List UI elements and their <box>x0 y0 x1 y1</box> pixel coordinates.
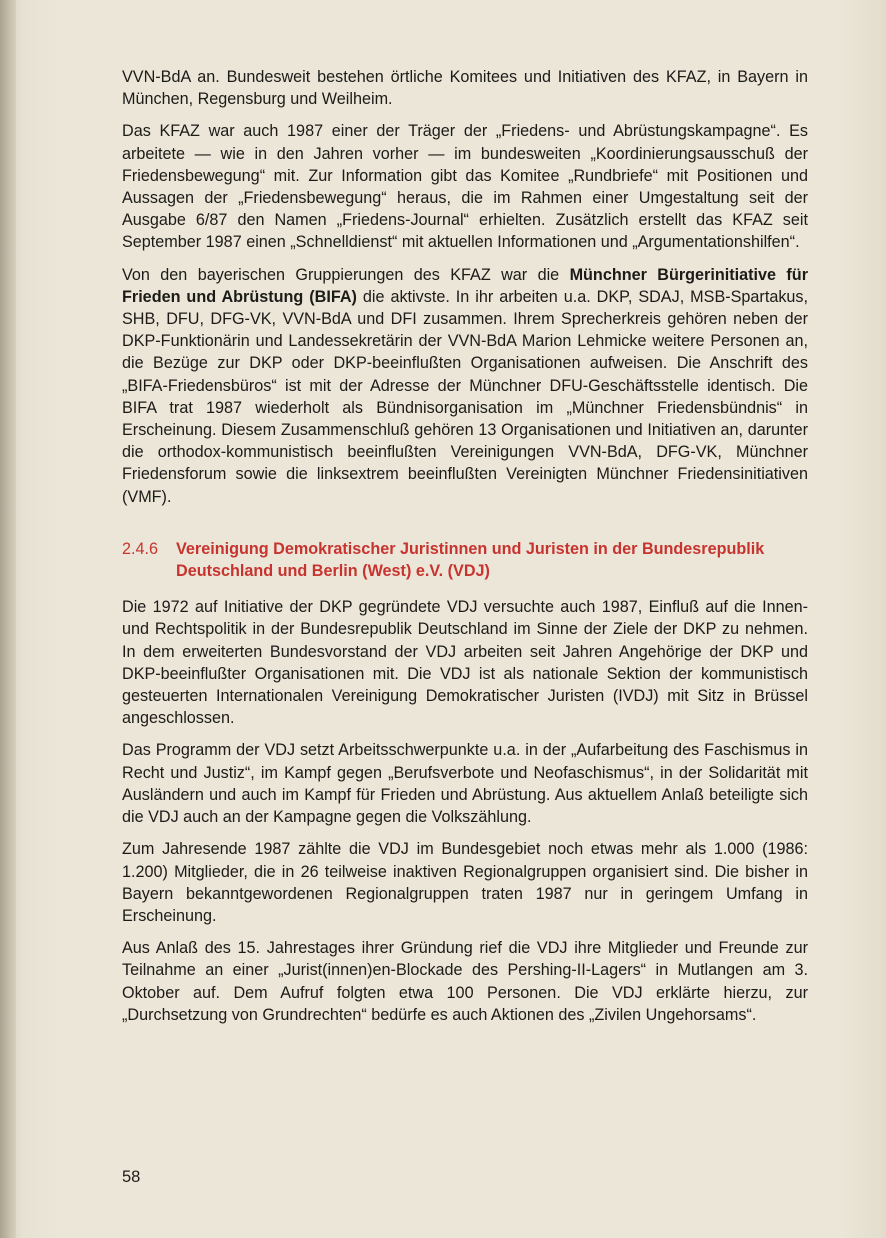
paragraph-kfaz-activities: Das KFAZ war auch 1987 einer der Träger der „Friedens- und Abrüstungskampagne“. Es arbeitete — wie in den Jahren vorher — im bundesweiten „Koordinierungsausschuß der Friedensbewegung“ mit. Zur Information gibt das Komitee „Rundbriefe“ mit Positionen und Aussagen der „Friedensbewegung“ heraus, die im Rahmen einer Umgestaltung seit der Ausgabe 6/87 den Namen „Friedens-Journal“ erhielten. Zusätzlich erstellt das KFAZ seit September 1987 einen „Schnelldienst“ mit aktuellen Informationen und „Argumentationshilfen“. <box>122 122 808 252</box>
paragraph-bifa-start: Von den bayerischen Gruppierungen des KFAZ war die <box>122 265 570 284</box>
paragraph-vdj-founding: Die 1972 auf Initiative der DKP gegründete VDJ versuchte auch 1987, Einfluß auf die Innen- und Rechtspolitik in der Bundesrepublik Deutschland im Sinne der Ziele der DKP zu nehmen. In dem erweiterten Bundesvorstand der VDJ arbeiten seit Jahren Angehörige der DKP und DKP-beeinflußter Organisationen mit. Die VDJ ist als nationale Sektion der kommunistisch gesteuerten Internationalen Vereinigung Demokratischer Juristen (IVDJ) mit Sitz in Brüssel angeschlossen. <box>122 598 808 728</box>
section-heading <box>122 538 808 582</box>
bifa-name: Münchner Bürgerinitiative für Frieden und Abrüstung (BIFA) <box>122 265 808 306</box>
paragraph-kfaz-intro: VVN-BdA an. Bundesweit bestehen örtliche Komitees und Initiativen des KFAZ, in Bayern in München, Regensburg und Weilheim. <box>122 68 808 109</box>
page-binding-edge <box>0 0 16 1238</box>
paragraph-bifa-rest: die aktivste. In ihr arbeiten u.a. DKP, SDAJ, MSB-Spartakus, SHB, DFU, DFG-VK, VVN-BdA und DFI zusammen. Ihrem Sprecherkreis gehören neben der DKP-Funktionärin und Landessekretärin der VVN-BdA Marion Lehmicke weitere Personen an, die Bezüge zur DKP oder DKP-beeinflußten Organisationen aufweisen. Die Anschrift des „BIFA-Friedensbüros“ ist mit der Adresse der Münchner DFU-Geschäftsstelle identisch. Die BIFA trat 1987 wiederholt als Bündnisorganisation im „Münchner Friedensbündnis“ in Erscheinung. Diesem Zusammenschluß gehören 13 Organisationen und Initiativen an, darunter die orthodox-kommunistisch beeinflußten Vereinigungen VVN-BdA, DFG-VK, Münchner Friedensforum sowie die linksextrem beeinflußten Vereinigten Münchner Friedensinitiativen (VMF). <box>122 287 809 506</box>
page-number: 58 <box>122 1168 141 1186</box>
paragraph-vdj-blockade: Aus Anlaß des 15. Jahrestages ihrer Gründung rief die VDJ ihre Mitglieder und Freunde zur Teilnahme an einer „Jurist(innen)en-Blockade des Pershing-II-Lagers“ in Mutlangen am 3. Oktober auf. Dem Aufruf folgten etwa 100 Personen. Die VDJ erklärte hierzu, zur „Durchsetzung von Grundrechten“ bedürfe es auch Aktionen des „Zivilen Ungehorsams“. <box>122 939 808 1024</box>
paragraph-vdj-program: Das Programm der VDJ setzt Arbeitsschwerpunkte u.a. in der „Aufarbeitung des Faschismus in Recht und Justiz“, im Kampf gegen „Berufsverbote und Neofaschismus“, in der Solidarität mit Ausländern und auch im Kampf für Frieden und Abrüstung. Aus aktuellem Anlaß beteiligte sich die VDJ auch an der Kampagne gegen die Volkszählung. <box>122 741 808 827</box>
section-number: 2.4.6 <box>122 539 159 558</box>
paragraph-bifa <box>122 264 808 508</box>
section-title: Vereinigung Demokratischer Juristinnen und Juristen in der Bundesrepublik Deutschland und Berlin (West) e.V. (VDJ) <box>176 539 765 581</box>
paragraph-vdj-members: Zum Jahresende 1987 zählte die VDJ im Bundesgebiet noch etwas mehr als 1.000 (1986: 1.200) Mitglieder, die in 26 teilweise inaktiven Regionalgruppen organisiert sind. Die bisher in Bayern bekanntgewordenen Regionalgruppen traten 1987 nur in geringem Umfang in Erscheinung. <box>122 840 808 925</box>
body-text <box>122 66 808 1036</box>
